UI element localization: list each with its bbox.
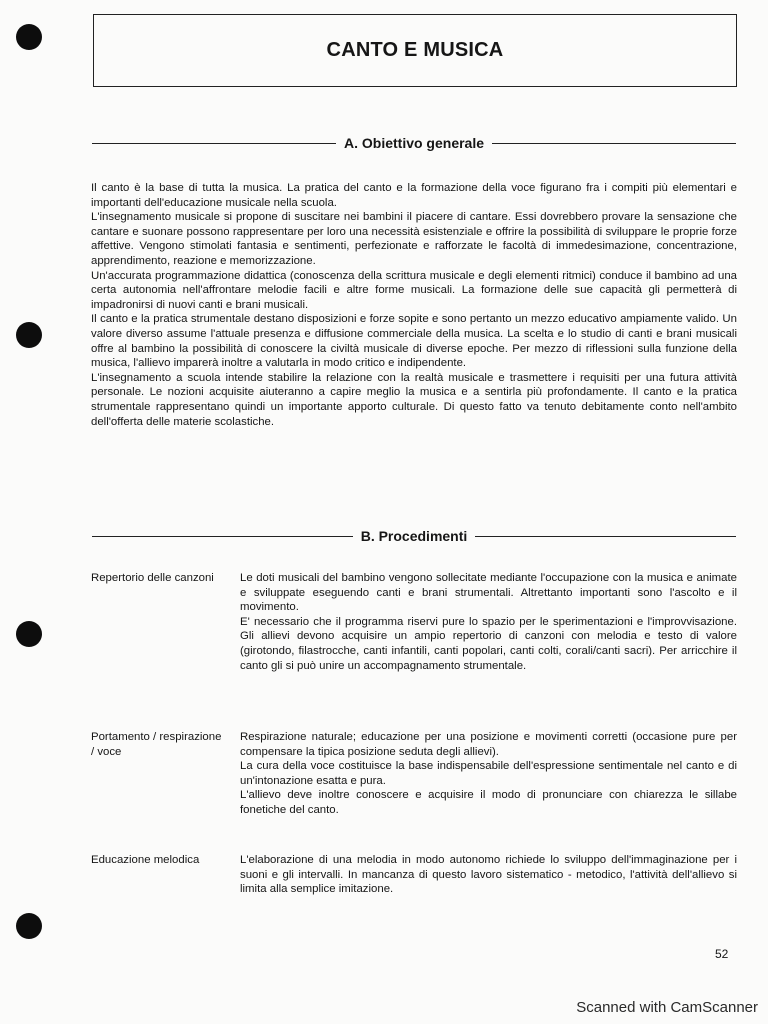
paragraph: La cura della voce costituisce la base indispensabile dell'espressione sentimentale nel canto e di un'intonazione esatta e pura. bbox=[240, 760, 737, 787]
paragraph: Un'accurata programmazione didattica (conoscenza della scrittura musicale e degli elementi ritmici) conduce il bambino ad una certa autonomia nell'affrontare melodie facili e altre forme musicali. La formazione delle sue capacità gli permetterà di impadronirsi di nuovi canti e brani musicali. bbox=[91, 269, 737, 311]
section-a-body bbox=[91, 181, 737, 429]
section-a-title: A. Obiettivo generale bbox=[343, 135, 485, 151]
page-title: CANTO E MUSICA bbox=[326, 39, 504, 61]
divider bbox=[492, 143, 736, 144]
paragraph: L'insegnamento musicale si propone di suscitare nei bambini il piacere di cantare. Essi dovrebbero provare la sensazione che cantare e suonare possono rappresentare per loro una necessità esistenziale e offrire la possibilità di sviluppare le proprie forze affettive. Vengono stimolati fantasia e sentimenti, perfezionate e rafforzate le facoltà di immedesimazione, concentrazione, apprendimento, reazione e memorizzazione. bbox=[91, 211, 737, 267]
section-b-heading bbox=[92, 528, 736, 544]
paragraph: Il canto è la base di tutta la musica. La pratica del canto e la formazione della voce figurano fra i compiti più elementari e importanti dell'educazione musicale nella scuola. bbox=[91, 182, 737, 209]
procedure-body bbox=[240, 853, 737, 897]
paragraph: Respirazione naturale; educazione per una posizione e movimenti corretti (occasione pure per compensare la tipica posizione seduta degli allievi). bbox=[240, 731, 737, 758]
page-number: 52 bbox=[715, 947, 729, 961]
divider bbox=[475, 536, 736, 537]
punch-hole bbox=[16, 621, 42, 647]
procedure-body bbox=[240, 730, 737, 818]
paragraph: L'allievo deve inoltre conoscere e acquisire il modo di pronunciare con chiarezza le sillabe fonetiche del canto. bbox=[240, 789, 737, 816]
title-box bbox=[93, 14, 737, 87]
section-b-title: B. Procedimenti bbox=[360, 528, 468, 544]
paragraph: Il canto e la pratica strumentale destano disposizioni e forze sopite e sono pertanto un mezzo educativo ampiamente valido. Un valore diverso assume l'attuale presenza e diffusione commerciale della musica. La scelta e lo studio di canti e brani musicali offre al bambino la possibilità di conoscere la civiltà musicale di diverse epoche. Per mezzo di riflessioni sulla funzione della musica, l'allievo imparerà inoltre a valutarla in modo critico e indipendente. bbox=[91, 313, 737, 370]
paragraph: L'insegnamento a scuola intende stabilire la relazione con la realtà musicale e trasmettere i requisiti per una futura attività personale. Le nozioni acquisite aiuteranno a capire meglio la musica e a sentirla più profondamente. Il canto e la pratica strumentale rappresentano quindi un importante apporto culturale. Di questo fatto va tenuto debitamente conto nell'ambito dell'offerta delle materie scolastiche. bbox=[91, 371, 737, 428]
procedure-label: Repertorio delle canzoni bbox=[91, 572, 214, 584]
procedure-label: Educazione melodica bbox=[91, 854, 200, 866]
paragraph: L'elaborazione di una melodia in modo autonomo richiede lo sviluppo dell'immaginazione per i suoni e gli intervalli. In mancanza di questo lavoro sistematico - metodico, l'attività dell'allievo si limita alla semplice imitazione. bbox=[240, 854, 737, 896]
section-a-heading bbox=[92, 135, 736, 151]
procedure-label: Portamento / respirazione / voce bbox=[91, 731, 222, 758]
scanner-watermark: Scanned with CamScanner bbox=[576, 999, 758, 1016]
divider bbox=[92, 143, 336, 144]
punch-hole bbox=[16, 913, 42, 939]
punch-hole bbox=[16, 322, 42, 348]
punch-hole bbox=[16, 24, 42, 50]
paragraph: Le doti musicali del bambino vengono sollecitate mediante l'occupazione con la musica e animate e sviluppate eseguendo canti e brani strumentali. Altrettanto importanti sono l'ascolto e il movimento. bbox=[240, 572, 737, 614]
divider bbox=[92, 536, 353, 537]
paragraph: E' necessario che il programma riservi pure lo spazio per le sperimentazioni e l'improvvisazione. Gli allievi devono acquisire un ampio repertorio di canzoni con melodia e testo di valore (girotondo, filastrocche, canti infantili, canti popolari, canti colti, corali/canti sacri). Per arricchire il canto gli si può unire un accompagnamento strumentale. bbox=[240, 615, 737, 672]
procedure-body bbox=[240, 571, 737, 673]
